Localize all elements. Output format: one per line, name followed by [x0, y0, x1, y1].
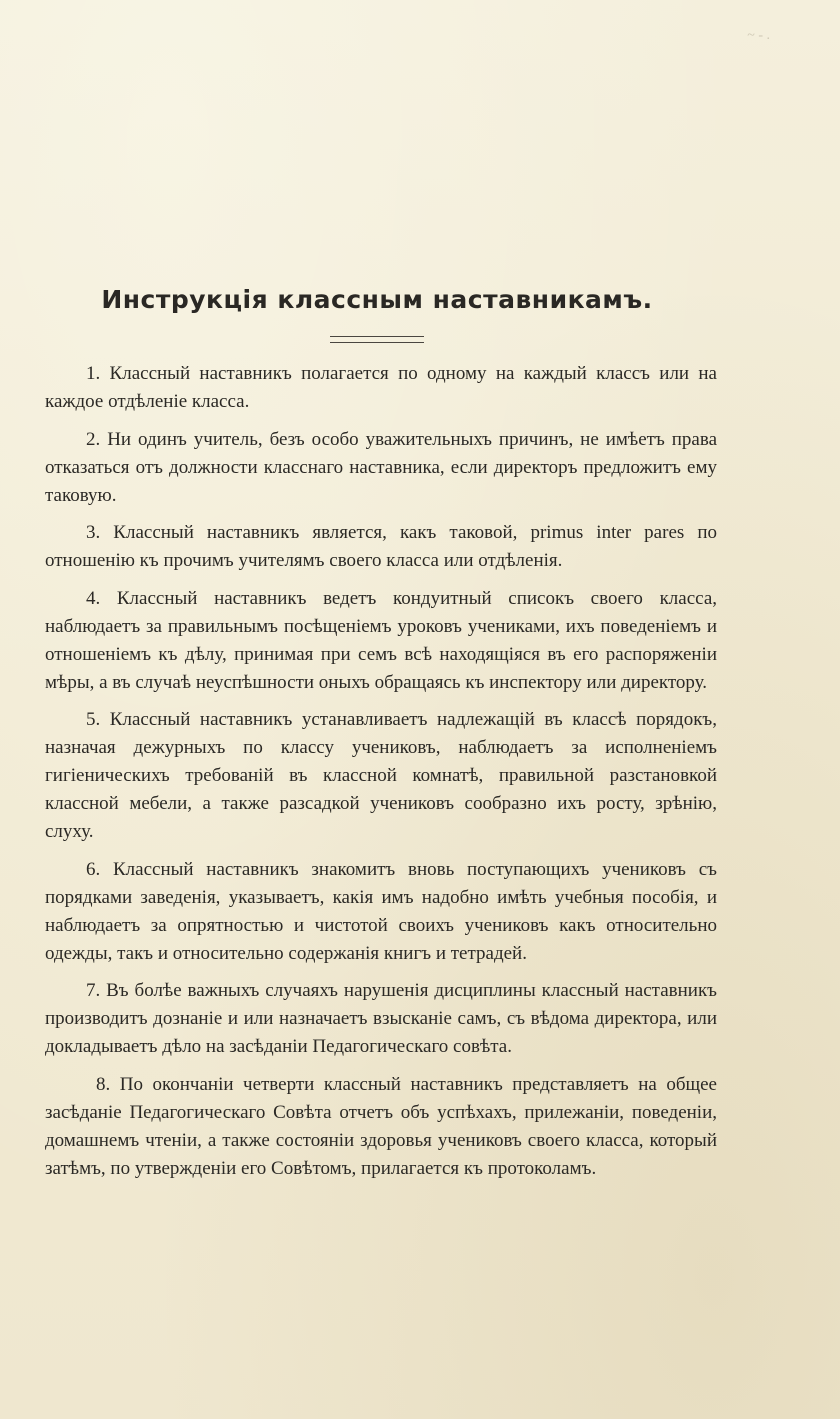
paragraph-2: 2. Ни одинъ учитель, безъ особо уважительныхъ причинъ, не имѣетъ права отказаться отъ должности класснаго наставника, если директоръ предложитъ ему таковую.: [45, 428, 717, 506]
page-corner-mark: ~ - .: [747, 28, 770, 43]
paragraph-4: 4. Классный наставникъ ведетъ кондуитный списокъ своего класса, наблюдаетъ за правильнымъ посѣщеніемъ уроковъ учениками, ихъ поведеніемъ и отношеніемъ къ дѣлу, принимая при семъ всѣ находящіяся въ его распоряженіи мѣры, а въ случаѣ неуспѣшности оныхъ обращаясь къ инспектору или директору.: [45, 587, 717, 693]
document-body: [45, 360, 717, 1192]
paragraph-8: 8. По окончаніи четверти классный наставникъ представляетъ на общее засѣданіе Педагогическаго Совѣта отчетъ объ успѣхахъ, прилежаніи, поведеніи, домашнемъ чтеніи, а также состояніи здоровья учениковъ своего класса, который затѣмъ, по утвержденіи его Совѣтомъ, прилагается къ протоколамъ.: [45, 1073, 717, 1179]
document-title: Инструкція классным наставникамъ.: [101, 285, 653, 314]
paragraph-6: 6. Классный наставникъ знакомитъ вновь поступающихъ учениковъ съ порядками заведенія, указываетъ, какія имъ надобно имѣть учебныя пособія, и наблюдаетъ за опрятностью и чистотой своихъ учениковъ какъ относительно одежды, такъ и относительно содержанія книгъ и тетрадей.: [45, 858, 717, 964]
paragraph-3: 3. Классный наставникъ является, какъ таковой, primus inter pares по отношенію къ прочимъ учителямъ своего класса или отдѣленія.: [45, 522, 717, 571]
title-underline-rule: [330, 336, 424, 343]
paragraph-5: 5. Классный наставникъ устанавливаетъ надлежащій въ классѣ порядокъ, назначая дежурныхъ по классу учениковъ, наблюдаетъ за исполненіемъ гигіеническихъ требованій въ классной комнатѣ, правильной разстановкой классной мебели, а также разсадкой учениковъ сообразно ихъ росту, зрѣнію, слуху.: [45, 709, 717, 842]
paragraph-1: 1. Классный наставникъ полагается по одному на каждый классъ или на каждое отдѣленіе класса.: [45, 363, 717, 412]
paragraph-7: 7. Въ болѣе важныхъ случаяхъ нарушенія дисциплины классный наставникъ производитъ дознаніе и или назначаетъ взысканіе самъ, съ вѣдома директора, или докладываетъ дѣло на засѣданіи Педагогическаго совѣта.: [45, 980, 717, 1057]
